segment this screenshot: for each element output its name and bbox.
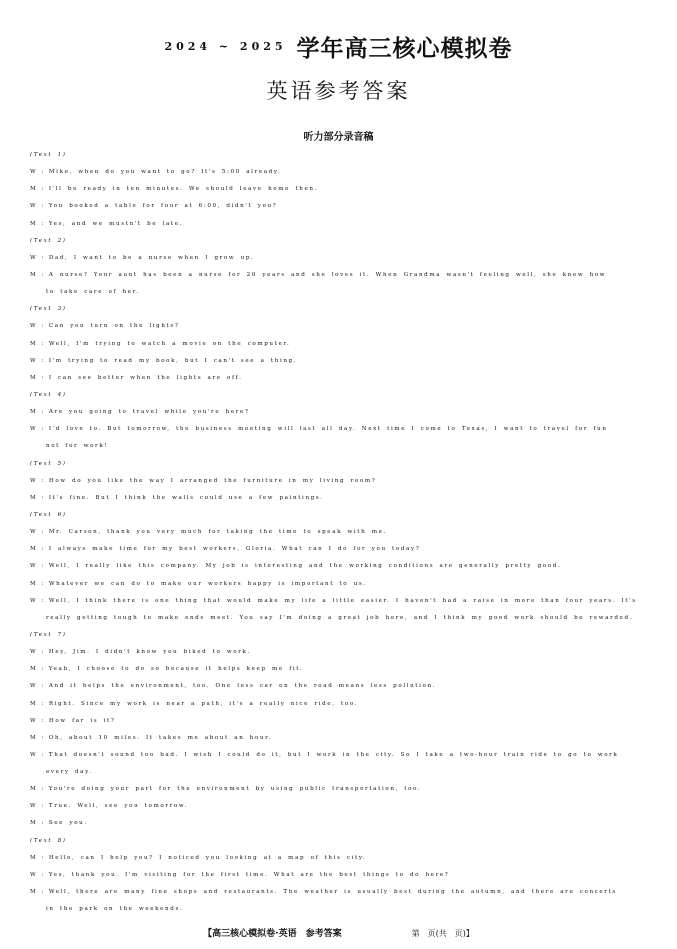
speaker-label: M — [30, 271, 38, 278]
transcript-line — [30, 198, 650, 215]
transcript-line — [30, 267, 650, 284]
document-subtitle: 英语参考答案 — [266, 79, 411, 103]
speaker-separator: : — [41, 546, 45, 553]
speaker-label: M — [30, 580, 38, 587]
speaker-label: W — [30, 529, 38, 536]
section-heading: 听力部分录音稿 — [303, 132, 374, 143]
transcript-line-continuation: really getting tough to make ends meet. You say I'm doing a great job here, and I think my good work should be rewarded. — [46, 614, 634, 621]
utterance-text: Right. Since my work is near a path, it's a really nice ride, too. — [48, 700, 359, 707]
utterance-text: Are you going to travel while you're here? — [48, 409, 250, 416]
transcript-line — [30, 867, 650, 884]
utterance-text: Dad, I want to be a nurse when I grow up. — [48, 254, 255, 261]
speaker-separator: : — [41, 751, 45, 758]
utterance-text: Whatever we can do to make our workers happy is important to us. — [48, 580, 367, 587]
transcript-line — [30, 798, 650, 815]
page-footer — [0, 926, 677, 939]
transcript-line — [30, 593, 650, 610]
utterance-text: True. Well, see you tomorrow. — [48, 803, 188, 810]
utterance-text: Mr. Carson, thank you very much for taking the time to speak with me. — [48, 529, 387, 536]
text-number-label: (Text 3) — [30, 306, 67, 313]
utterance-text: I'll be ready in ten minutes. We should leave home then. — [48, 186, 318, 193]
transcript-line — [30, 490, 650, 507]
utterance-text: Well, there are many fine shops and restaurants. The weather is usually best during the autumn, and there are concerts — [48, 889, 617, 896]
speaker-separator: : — [41, 889, 45, 896]
exam-title: 学年高三核心模拟卷 — [296, 36, 513, 62]
speaker-label: W — [30, 717, 38, 724]
utterance-text: See you. — [48, 820, 88, 827]
speaker-separator: : — [41, 700, 45, 707]
school-year: 2024 ~ 2025 — [164, 40, 287, 53]
transcript-line-continuation: in the park on the weekends. — [46, 906, 184, 913]
speaker-label: W — [30, 649, 38, 656]
speaker-label: M — [30, 340, 38, 347]
speaker-separator: : — [41, 666, 45, 673]
transcript-line — [30, 884, 650, 901]
speaker-separator: : — [41, 374, 45, 381]
speaker-label: M — [30, 409, 38, 416]
speaker-label: M — [30, 374, 38, 381]
listening-transcript — [30, 147, 650, 918]
utterance-text: That doesn't sound too bad. I wish I could do it, but I work in the city. So I take a two-hour train ride to go to work — [48, 751, 619, 758]
speaker-label: M — [30, 666, 38, 673]
speaker-separator: : — [41, 871, 45, 878]
utterance-text: Mike, when do you want to go? It's 5:00 already. — [48, 169, 282, 176]
transcript-line — [30, 661, 650, 678]
footer-page-number: 第 页(共 页)】 — [411, 929, 474, 938]
speaker-separator: : — [41, 340, 45, 347]
transcript-line — [30, 250, 650, 267]
speaker-label: W — [30, 357, 38, 364]
speaker-separator: : — [41, 563, 45, 570]
speaker-separator: : — [41, 717, 45, 724]
transcript-line — [30, 524, 650, 541]
speaker-label: M — [30, 820, 38, 827]
speaker-separator: : — [41, 169, 45, 176]
transcript-line-continuation: every day. — [46, 769, 93, 776]
utterance-text: How do you like the way I arranged the furniture in my living room? — [48, 477, 377, 484]
speaker-label: W — [30, 871, 38, 878]
speaker-separator: : — [41, 786, 45, 793]
utterance-text: I'd love to. But tomorrow, the business meeting will last all day. Next time I come to Texas, I want to travel for fun — [48, 426, 608, 433]
speaker-separator: : — [41, 803, 45, 810]
utterance-text: I'm trying to read my book, but I can't see a thing. — [48, 357, 298, 364]
speaker-label: W — [30, 477, 38, 484]
text-number-label: (Text 2) — [30, 237, 67, 244]
speaker-separator: : — [41, 203, 45, 210]
transcript-line-continuation: to take care of her. — [46, 289, 140, 296]
speaker-separator: : — [41, 854, 45, 861]
transcript-line — [30, 696, 650, 713]
utterance-text: A nurse? Your aunt has been a nurse for 20 years and she loves it. When Grandma wasn't feeling well, she knew how — [48, 271, 607, 278]
speaker-label: W — [30, 751, 38, 758]
transcript-line — [30, 730, 650, 747]
speaker-separator: : — [41, 357, 45, 364]
speaker-label: M — [30, 494, 38, 501]
speaker-separator: : — [41, 254, 45, 261]
speaker-label: M — [30, 700, 38, 707]
utterance-text: Well, I think there is one thing that would make my life a little easier. I haven't had a raise in more than four years. It's — [48, 597, 637, 604]
speaker-label: W — [30, 803, 38, 810]
utterance-text: How far is it? — [48, 717, 116, 724]
speaker-label: M — [30, 734, 38, 741]
transcript-line — [30, 421, 650, 438]
utterance-text: I can see better when the lights are off. — [48, 374, 243, 381]
text-number-label: (Text 1) — [30, 152, 67, 158]
speaker-label: W — [30, 203, 38, 210]
utterance-text: Hello, can I help you? I noticed you looking at a map of this city. — [48, 854, 367, 861]
utterance-text: Yes, thank you. I'm visiting for the first time. What are the best things to do here? — [48, 871, 450, 878]
transcript-line — [30, 404, 650, 421]
speaker-label: W — [30, 426, 38, 433]
transcript-line — [30, 850, 650, 867]
text-number-label: (Text 6) — [30, 511, 67, 518]
utterance-text: Hey, Jim. I didn't know you biked to work. — [48, 649, 251, 656]
text-number-label: (Text 8) — [30, 837, 67, 844]
speaker-separator: : — [41, 580, 45, 587]
speaker-separator: : — [41, 820, 45, 827]
speaker-label: M — [30, 220, 38, 227]
document-title — [0, 30, 677, 63]
speaker-separator: : — [41, 477, 45, 484]
speaker-separator: : — [41, 494, 45, 501]
speaker-separator: : — [41, 734, 45, 741]
utterance-text: Yeah, I choose to do so because it helps keep me fit. — [48, 666, 304, 673]
transcript-line — [30, 318, 650, 335]
transcript-line — [30, 558, 650, 575]
speaker-label: M — [30, 786, 38, 793]
transcript-line — [30, 747, 650, 764]
utterance-text: And it helps the environment, too. One less car on the road means less pollution. — [48, 683, 437, 690]
speaker-label: M — [30, 546, 38, 553]
speaker-separator: : — [41, 220, 45, 227]
speaker-label: M — [30, 854, 38, 861]
transcript-line — [30, 815, 650, 832]
speaker-separator: : — [41, 409, 45, 416]
text-number-label: (Text 4) — [30, 391, 67, 398]
speaker-label: W — [30, 683, 38, 690]
transcript-line — [30, 644, 650, 661]
speaker-separator: : — [41, 597, 45, 604]
text-number-label: (Text 7) — [30, 631, 67, 638]
speaker-separator: : — [41, 529, 45, 536]
speaker-label: W — [30, 169, 38, 176]
speaker-label: W — [30, 563, 38, 570]
utterance-text: It's fine. But I think the walls could use a few paintings. — [48, 494, 324, 501]
speaker-label: W — [30, 254, 38, 261]
speaker-label: W — [30, 323, 38, 330]
utterance-text: I always make time for my best workers, Gloria. What can I do for you today? — [48, 546, 421, 553]
transcript-line — [30, 473, 650, 490]
speaker-separator: : — [41, 683, 45, 690]
text-number-label: (Text 5) — [30, 460, 67, 467]
transcript-line — [30, 781, 650, 798]
transcript-line — [30, 370, 650, 387]
utterance-text: Well, I'm trying to watch a movie on the computer. — [48, 340, 291, 347]
speaker-label: M — [30, 889, 38, 896]
utterance-text: Yes, and we mustn't be late. — [48, 220, 184, 227]
utterance-text: You're doing your part for the environment by using public transportation, too. — [48, 786, 422, 793]
speaker-separator: : — [41, 186, 45, 193]
transcript-line — [30, 713, 650, 730]
transcript-line — [30, 181, 650, 198]
speaker-separator: : — [41, 271, 45, 278]
transcript-line — [30, 541, 650, 558]
transcript-line — [30, 216, 650, 233]
transcript-line — [30, 678, 650, 695]
utterance-text: Oh, about 10 miles. It takes me about an hour. — [48, 734, 273, 741]
utterance-text: Can you turn on the lights? — [48, 323, 180, 330]
transcript-line — [30, 353, 650, 370]
footer-exam-label: 【高三核心模拟卷·英语 参考答案 — [203, 929, 342, 939]
speaker-separator: : — [41, 649, 45, 656]
utterance-text: You booked a table for four at 6:00, didn't you? — [48, 203, 278, 210]
speaker-separator: : — [41, 323, 45, 330]
transcript-line — [30, 164, 650, 181]
speaker-label: M — [30, 186, 38, 193]
transcript-line — [30, 576, 650, 593]
utterance-text: Well, I really like this company. My job is interesting and the working conditions are generally pretty good. — [48, 563, 562, 570]
speaker-label: W — [30, 597, 38, 604]
transcript-line-continuation: not for work! — [46, 443, 109, 450]
speaker-separator: : — [41, 426, 45, 433]
transcript-line — [30, 336, 650, 353]
